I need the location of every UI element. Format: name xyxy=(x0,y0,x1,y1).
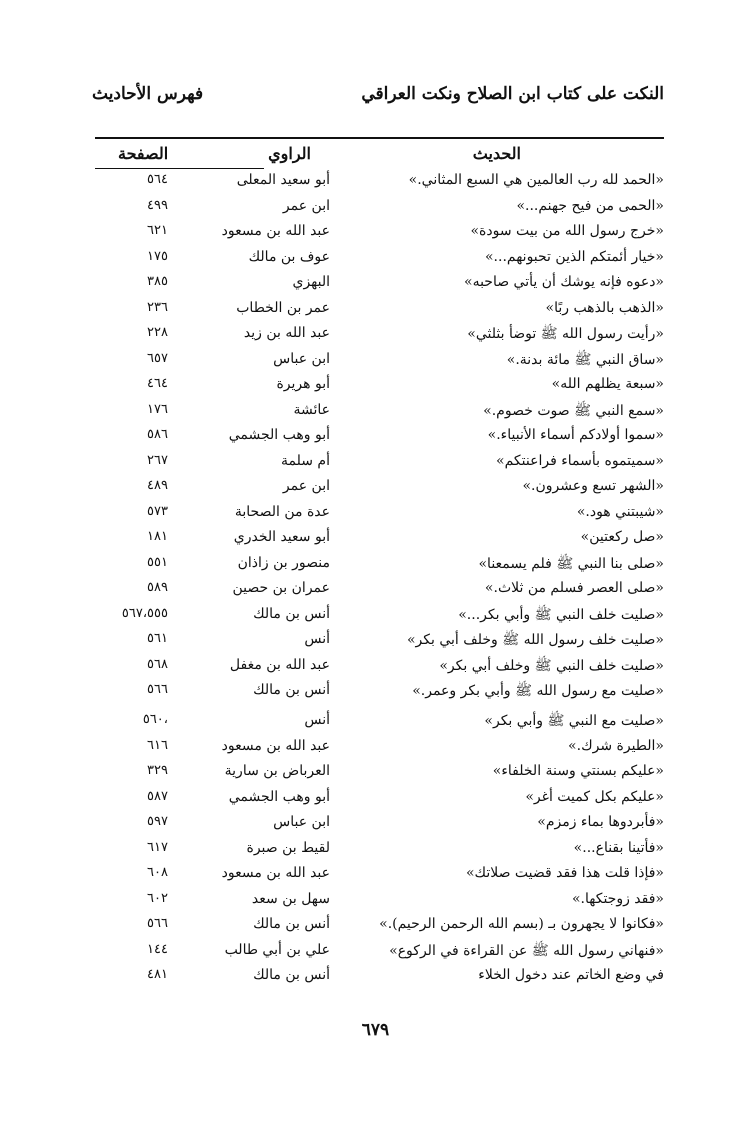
column-header-page: الصفحة xyxy=(118,144,169,163)
section-title: فهرس الأحاديث xyxy=(92,84,204,104)
hadith-text: «صليت خلف النبي ﷺ وخلف أبي بكر» xyxy=(439,657,664,674)
hadith-text: في وضع الخاتم عند دخول الخلاء xyxy=(478,967,664,983)
narrator-name: أنس بن مالك xyxy=(253,605,330,622)
page-reference: ٦٥٧ xyxy=(147,350,168,366)
page-reference: ٥٩٧ xyxy=(147,814,168,829)
table-row xyxy=(0,376,751,402)
page-reference: ٣٨٥ xyxy=(147,274,168,289)
page-reference: ٥٨٦ xyxy=(147,427,168,442)
table-row xyxy=(0,942,751,968)
table-row xyxy=(0,865,751,891)
table-row xyxy=(0,763,751,789)
narrator-name: أنس xyxy=(304,712,330,728)
hadith-text: «سمع النبي ﷺ صوت خصوم.» xyxy=(483,402,664,419)
page-reference: ١٤٤ xyxy=(147,941,168,957)
page-reference: ،٥٦٠ xyxy=(142,712,168,727)
table-row xyxy=(0,427,751,453)
page-reference: ٣٢٩ xyxy=(147,763,168,778)
table-row xyxy=(0,325,751,351)
table-row xyxy=(0,814,751,840)
narrator-name: أبو سعيد الخدري xyxy=(233,529,330,545)
narrator-name: لقيط بن صبرة xyxy=(246,839,330,856)
hadith-text: «صلى العصر فسلم من ثلاث.» xyxy=(484,580,664,596)
hadith-text: «دعوه فإنه يوشك أن يأتي صاحبه» xyxy=(464,274,664,290)
page-reference: ٥٥١ xyxy=(147,554,168,570)
narrator-name: عائشة xyxy=(293,401,330,418)
narrator-name: عدة من الصحابة xyxy=(234,503,330,520)
table-row xyxy=(0,478,751,504)
hadith-text: «صليت خلف رسول الله ﷺ وخلف أبي بكر» xyxy=(406,632,664,648)
hadith-text: «فأتينا بقناع...» xyxy=(573,839,664,856)
page-reference: ٦٠٢ xyxy=(147,890,168,906)
narrator-name: عمران بن حصين xyxy=(232,580,330,596)
table-row xyxy=(0,738,751,764)
table-row xyxy=(0,529,751,555)
hadith-text: «صليت مع رسول الله ﷺ وأبي بكر وعمر.» xyxy=(412,683,664,699)
table-row xyxy=(0,351,751,377)
page-reference: ١٧٦ xyxy=(147,401,168,417)
narrator-name: أنس بن مالك xyxy=(253,682,330,698)
narrator-name: أبو سعيد المعلى xyxy=(236,172,330,188)
hadith-text: «فكانوا لا يجهرون بـ (بسم الله الرحمن الرحيم).» xyxy=(379,916,664,932)
table-row xyxy=(0,223,751,249)
narrator-name: عوف بن مالك xyxy=(248,248,330,265)
page-reference: ٥٨٩ xyxy=(147,580,168,595)
hadith-text: «الحمى من فيح جهنم...» xyxy=(516,197,664,214)
table-row xyxy=(0,402,751,428)
book-title: النكت على كتاب ابن الصلاح ونكت العراقي xyxy=(361,84,664,104)
table-row xyxy=(0,631,751,657)
hadith-text: «شيبتني هود.» xyxy=(576,503,664,520)
narrator-name: عبد الله بن مسعود xyxy=(221,737,330,754)
hadith-text: «فأبردوها بماء زمزم» xyxy=(537,814,664,830)
narrator-name: أبو وهب الجشمي xyxy=(228,788,330,805)
header-rule xyxy=(95,137,664,139)
page-reference: ٥٦٧،٥٥٥ xyxy=(121,605,168,621)
hadith-text: «صل ركعتين» xyxy=(580,529,664,545)
narrator-name: منصور بن زاذان xyxy=(237,554,330,571)
narrator-name: علي بن أبي طالب xyxy=(224,941,330,958)
table-row xyxy=(0,504,751,530)
page-reference: ٤٨١ xyxy=(147,967,168,982)
table-row xyxy=(0,249,751,275)
hadith-text: «فنهاني رسول الله ﷺ عن القراءة في الركوع» xyxy=(389,942,664,959)
narrator-name: عبد الله بن مسعود xyxy=(221,865,330,881)
narrator-name: أنس xyxy=(304,631,330,647)
narrator-name: عبد الله بن مغفل xyxy=(229,656,330,673)
page-reference: ٢٦٧ xyxy=(147,452,168,468)
page-reference: ٦٠٨ xyxy=(147,865,168,880)
table-row xyxy=(0,274,751,300)
hadith-text: «سموا أولادكم أسماء الأنبياء.» xyxy=(487,427,664,443)
hadith-text: «الطيرة شرك.» xyxy=(568,737,664,754)
page-reference: ١٨١ xyxy=(147,529,168,544)
table-row xyxy=(0,891,751,917)
narrator-name: ابن عمر xyxy=(282,478,330,494)
page-reference: ٦٢١ xyxy=(147,223,168,238)
narrator-name: أنس بن مالك xyxy=(253,916,330,932)
page-reference: ٦١٦ xyxy=(147,737,168,753)
table-row xyxy=(0,657,751,683)
hadith-text: «خيار أئمتكم الذين تحبونهم...» xyxy=(484,248,664,265)
narrator-name: عبد الله بن زيد xyxy=(243,325,330,341)
page-reference: ٢٣٦ xyxy=(147,299,168,315)
hadith-text: «خرج رسول الله من بيت سودة» xyxy=(470,223,664,239)
table-row xyxy=(0,840,751,866)
hadith-text: «صلى بنا النبي ﷺ فلم يسمعنا» xyxy=(478,555,664,572)
table-row xyxy=(0,789,751,815)
narrator-name: سهل بن سعد xyxy=(251,890,330,907)
hadith-text: «الحمد لله رب العالمين هي السبع المثاني.» xyxy=(408,172,664,188)
narrator-name: ابن عباس xyxy=(273,350,330,367)
table-row xyxy=(0,606,751,632)
page-reference: ٤٩٩ xyxy=(147,197,168,213)
hadith-text: «سميتموه بأسماء فراعنتكم» xyxy=(496,452,664,469)
column-header-rawi: الراوي xyxy=(268,144,311,163)
narrator-name: أبو وهب الجشمي xyxy=(228,427,330,443)
page-reference: ٥٦٦ xyxy=(147,682,168,697)
page-reference: ٤٨٩ xyxy=(147,478,168,493)
narrator-name: العرباض بن سارية xyxy=(224,763,330,779)
hadith-text: «عليكم بكل كميت أغر» xyxy=(525,788,664,805)
narrator-name: عبد الله بن مسعود xyxy=(221,223,330,239)
hadith-text: «فإذا قلت هذا فقد قضيت صلاتك» xyxy=(465,865,664,881)
table-row xyxy=(0,453,751,479)
page-reference: ٥٧٣ xyxy=(147,503,168,519)
page-number: ٦٧٩ xyxy=(361,1020,390,1040)
column-header-hadith: الحديث xyxy=(472,144,521,163)
page-reference: ٥٨٧ xyxy=(147,788,168,804)
hadith-text: «فقد زوجتكها.» xyxy=(571,890,664,907)
hadith-text: «صليت خلف النبي ﷺ وأبي بكر...» xyxy=(458,606,664,623)
table-row xyxy=(0,967,751,993)
column-header-rule xyxy=(95,168,264,169)
page-reference: ٤٦٤ xyxy=(147,376,168,391)
narrator-name: البهزي xyxy=(292,274,330,290)
page-reference: ٥٦٤ xyxy=(147,172,168,187)
narrator-name: أبو هريرة xyxy=(276,376,330,392)
table-row xyxy=(0,300,751,326)
hadith-text: «صليت مع النبي ﷺ وأبي بكر» xyxy=(484,713,664,729)
hadith-text: «الذهب بالذهب ربًا» xyxy=(545,299,664,316)
table-row xyxy=(0,172,751,198)
hadith-text: «الشهر تسع وعشرون.» xyxy=(522,478,664,494)
narrator-name: أم سلمة xyxy=(281,452,330,469)
page-reference: ٢٢٨ xyxy=(147,325,168,340)
table-row xyxy=(0,580,751,606)
hadith-text: «ساق النبي ﷺ مائة بدنة.» xyxy=(506,351,664,368)
table-row xyxy=(0,555,751,581)
table-row xyxy=(0,198,751,224)
table-row xyxy=(0,712,751,738)
page-reference: ٥٦٦ xyxy=(147,916,168,931)
narrator-name: ابن عمر xyxy=(282,197,330,214)
narrator-name: ابن عباس xyxy=(273,814,330,830)
running-header xyxy=(92,84,664,114)
page-reference: ١٧٥ xyxy=(147,248,168,264)
page-reference: ٥٦١ xyxy=(147,631,168,646)
hadith-text: «سبعة يظلهم الله» xyxy=(551,376,664,392)
narrator-name: أنس بن مالك xyxy=(253,967,330,983)
page-reference: ٥٦٨ xyxy=(147,656,168,672)
table-row xyxy=(0,916,751,942)
hadith-text: «عليكم بسنتي وسنة الخلفاء» xyxy=(492,763,664,779)
page-reference: ٦١٧ xyxy=(147,839,168,855)
table-row xyxy=(0,682,751,708)
narrator-name: عمر بن الخطاب xyxy=(236,299,330,316)
hadith-text: «رأيت رسول الله ﷺ توضأ بثلثي» xyxy=(467,326,664,342)
